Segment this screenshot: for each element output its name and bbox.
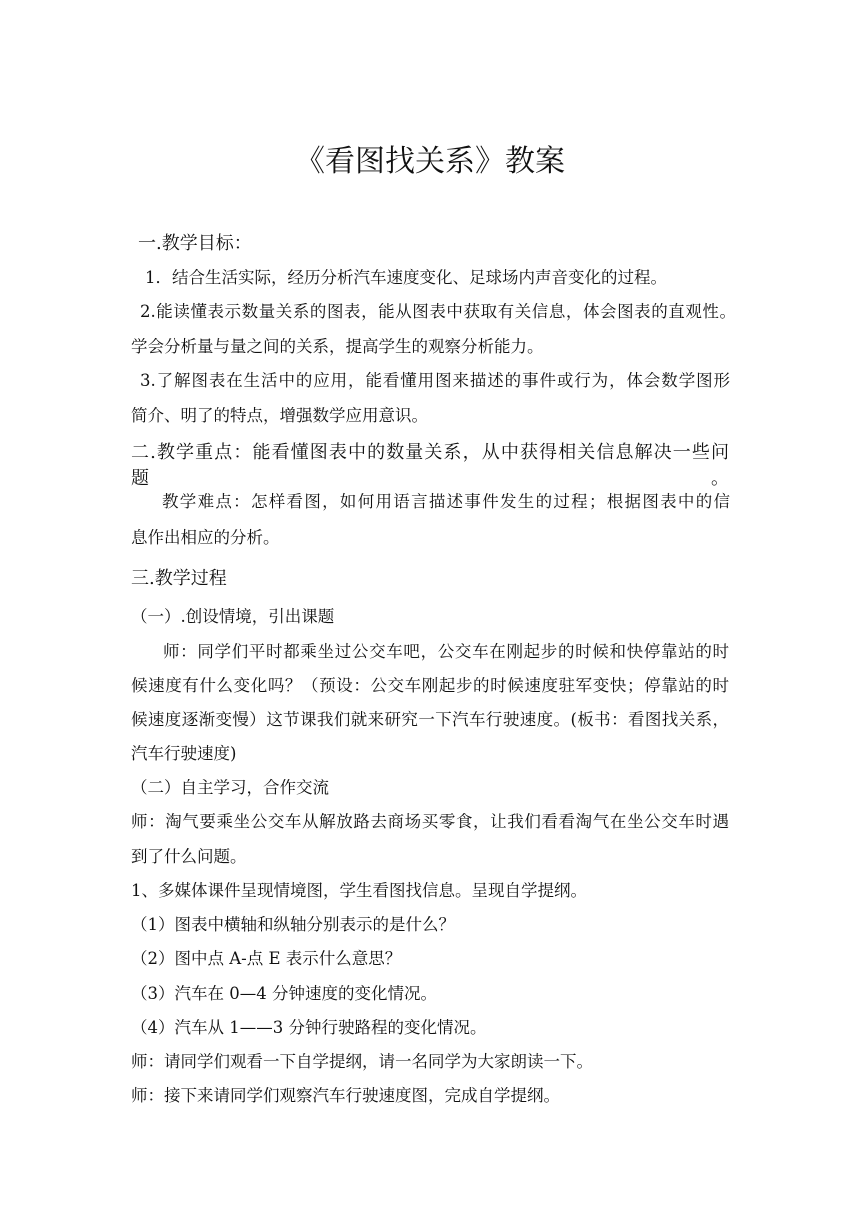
teacher-line-2: 师：接下来请同学们观察汽车行驶速度图，完成自学提纲。 — [131, 1086, 560, 1105]
question-2: （2）图中点 A-点 E 表示什么意思？ — [131, 949, 402, 968]
step1-paragraph-line-2: 候速度有什么变化吗？（预设：公交车刚起步的时候速度驻军变快；停靠站的时 — [131, 676, 729, 695]
goal-item-3-line-2: 简介、明了的特点，增强数学应用意识。 — [131, 406, 428, 425]
step2-paragraph-line-2: 到了什么问题。 — [131, 847, 247, 866]
step1-paragraph-line-3: 候速度逐渐变慢）这节课我们就来研究一下汽车行驶速度。(板书：看图找关系， — [131, 710, 729, 729]
goal-item-2-line-1: 2.能读懂表示数量关系的图表，能从图表中获取有关信息，体会图表的直观性。 — [140, 302, 736, 321]
difficulty-line-1: 教学难点：怎样看图，如何用语言描述事件发生的过程；根据图表中的信 — [162, 492, 730, 511]
question-1: （1）图表中横轴和纵轴分别表示的是什么？ — [131, 915, 455, 934]
section-heading-keypoints: 二.教学重点：能看懂图表中的数量关系，从中获得相关信息解决一些问题。 — [131, 442, 729, 489]
step1-paragraph-line-4: 汽车行驶速度) — [131, 744, 237, 763]
difficulty-line-2: 息作出相应的分析。 — [131, 528, 280, 547]
document-title: 《看图找关系》教案 — [295, 144, 565, 179]
question-4: （4）汽车从 1——3 分钟行驶路程的变化情况。 — [131, 1018, 487, 1037]
teacher-line-1: 师：请同学们观看一下自学提纲，请一名同学为大家朗读一下。 — [131, 1052, 593, 1071]
goal-item-3-line-1: 3.了解图表在生活中的应用，能看懂用图来描述的事件或行为，体会数学图形 — [140, 371, 730, 390]
step-heading-1: （一）.创设情境，引出课题 — [131, 607, 335, 626]
step1-paragraph-line-1: 师：同学们平时都乘坐过公交车吧，公交车在刚起步的时候和快停靠站的时 — [163, 642, 729, 661]
list-item-1: 1、多媒体课件呈现情境图，学生看图找信息。呈现自学提纲。 — [131, 881, 587, 900]
step-heading-2: （二）自主学习，合作交流 — [131, 778, 329, 797]
section-heading-goals: 一.教学目标： — [138, 233, 252, 254]
goal-item-1: 1．结合生活实际，经历分析汽车速度变化、足球场内声音变化的过程。 — [145, 268, 667, 287]
section-heading-process: 三.教学过程 — [131, 568, 227, 589]
goal-item-2-line-2: 学会分析量与量之间的关系，提高学生的观察分析能力。 — [131, 337, 544, 356]
question-3: （3）汽车在 0—4 分钟速度的变化情况。 — [131, 984, 437, 1003]
step2-paragraph-line-1: 师：淘气要乘坐公交车从解放路去商场买零食，让我们看看淘气在坐公交车时遇 — [131, 812, 729, 831]
